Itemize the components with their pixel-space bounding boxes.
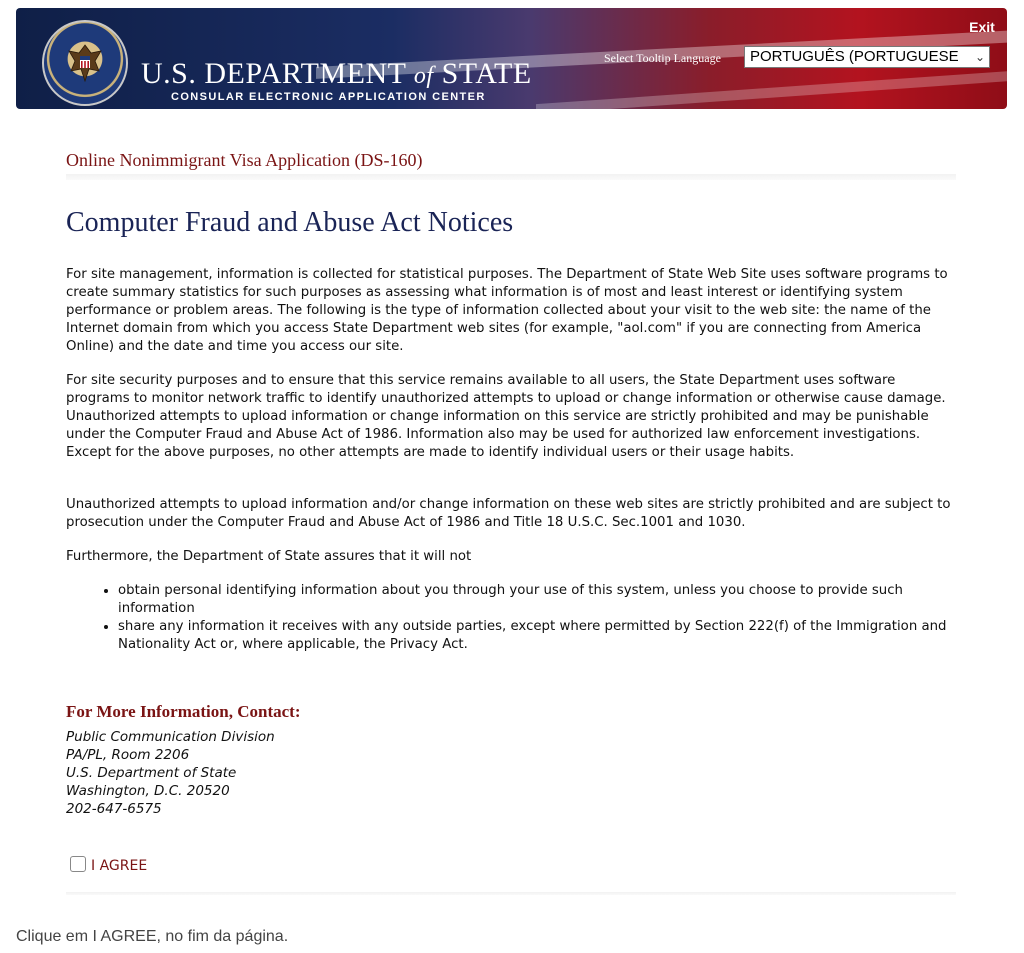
form-title: Online Nonimmigrant Visa Application (DS-160) (66, 150, 423, 170)
department-subtitle: CONSULAR ELECTRONIC APPLICATION CENTER (171, 91, 486, 103)
contact-line: U.S. Department of State (66, 765, 237, 781)
paragraph-statistics: For site management, information is collected for statistical purposes. The Department of State Web Site uses software programs to create summary statistics for such purposes as assessing what information is of most and least interest or identifying system performance or problem areas. The following is the type of information collected about your visit to the web site: the name of the Internet domain from which you access State Department web sites (for example, "aol.com" if you are connecting from America Online) and the date and time you access our site. (66, 267, 948, 354)
paragraph-unauthorized: Unauthorized attempts to upload information and/or change information on these web sites are strictly prohibited and are subject to prosecution under the Computer Fraud and Abuse Act of 1986 and Title 18 U.S.C. Sec.1001 and 1030. (66, 497, 951, 530)
eagle-icon (65, 41, 105, 85)
list-item: • obtain personal identifying information about you through your use of this system, unless you choose to provide such information (118, 582, 968, 618)
caption-text: Clique em I AGREE, no fim da página. (16, 928, 289, 945)
contact-line: 202-647-6575 (66, 801, 162, 817)
page-heading: Computer Fraud and Abuse Act Notices (66, 207, 514, 238)
chevron-down-icon: ⌄ (972, 47, 985, 67)
contact-heading: For More Information, Contact: (66, 702, 301, 721)
contact-line: Public Communication Division (66, 729, 275, 745)
header-banner (16, 8, 1007, 109)
department-seal-icon (42, 20, 128, 106)
paragraph-security: For site security purposes and to ensure that this service remains available to all users, the State Department uses software programs to monitor network traffic to identify unauthorized attempts to upload or change information or otherwise cause damage. Unauthorized attempts to upload information or change information on this service are strictly prohibited and may be punishable under the Computer Fraud and Abuse Act of 1986. Information also may be used for authorized law enforcement investigations. Except for the above purposes, no other attempts are made to identify individual users or their usage habits. (66, 373, 946, 460)
contact-line: PA/PL, Room 2206 (66, 747, 190, 763)
banner-flag-stripe (536, 68, 1007, 109)
tooltip-language-label: Select Tooltip Language (604, 51, 721, 65)
tooltip-language-value: PORTUGUÊS (PORTUGUESE (750, 48, 959, 65)
divider (66, 892, 956, 895)
agree-checkbox[interactable] (70, 856, 86, 872)
contact-line: Washington, D.C. 20520 (66, 783, 230, 799)
agree-label[interactable]: I AGREE (91, 858, 148, 874)
assurance-list (100, 582, 968, 654)
list-item: • share any information it receives with any outside parties, except where permitted by Section 222(f) of the Immigration and Nationality Act or, where applicable, the Privacy Act. (118, 618, 968, 654)
divider (66, 174, 956, 180)
tooltip-language-select[interactable] (744, 46, 990, 68)
paragraph-assurance: Furthermore, the Department of State assures that it will not (66, 549, 472, 564)
exit-link[interactable]: Exit (969, 19, 995, 35)
department-name: U.S. DEPARTMENT of STATE (141, 57, 532, 90)
